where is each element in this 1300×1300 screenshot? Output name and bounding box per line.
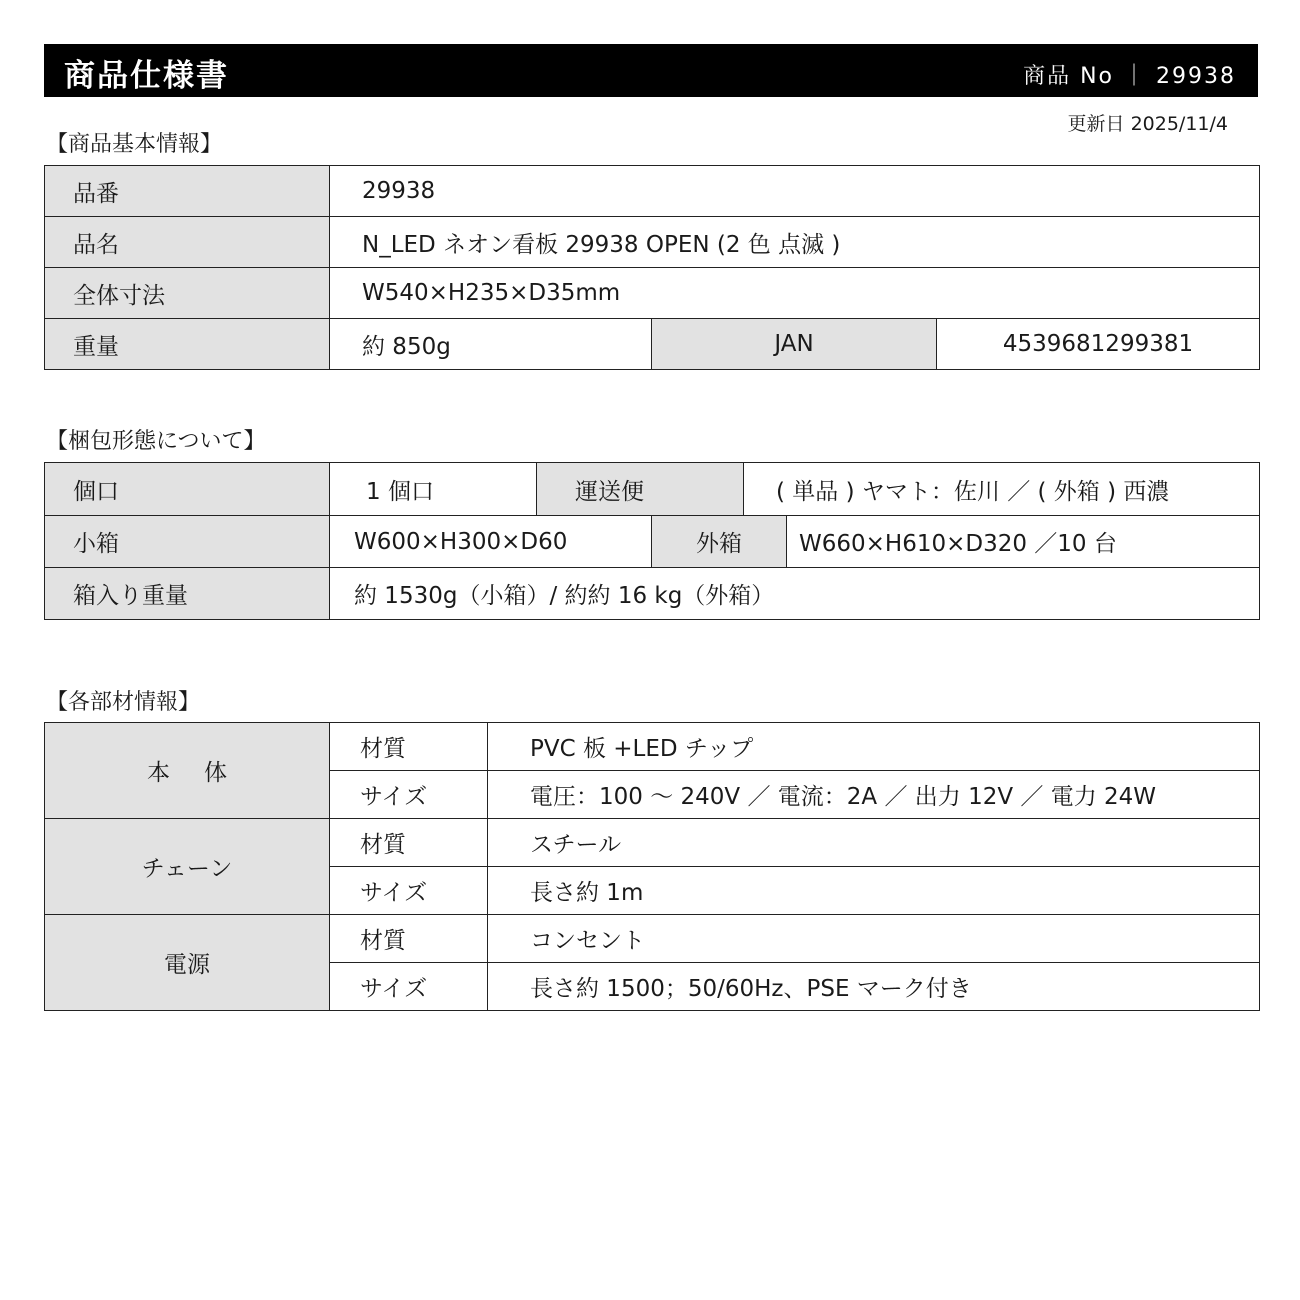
shipping-label: 運送便: [537, 463, 744, 516]
boxed-weight-label: 箱入り重量: [45, 568, 330, 620]
table-row: [45, 463, 1260, 516]
product-code-label: 品番: [45, 166, 330, 217]
chain-material-value: スチール: [488, 819, 1260, 867]
body-material-value: PVC 板 +LED チップ: [488, 723, 1260, 771]
chain-size-label: サイズ: [330, 867, 488, 915]
power-size-value: 長さ約 1500；50/60Hz、PSE マーク付き: [488, 963, 1260, 1011]
packaging-table: [44, 462, 1260, 620]
product-name-value: N_LED ネオン看板 29938 OPEN (2 色 点滅 ): [330, 217, 1260, 268]
power-size-label: サイズ: [330, 963, 488, 1011]
product-name-label: 品名: [45, 217, 330, 268]
basic-info-table: [44, 165, 1260, 370]
table-row: [45, 516, 1260, 568]
updated-date: 更新日 2025/11/4: [1067, 113, 1228, 135]
small-box-label: 小箱: [45, 516, 330, 568]
table-row: [45, 819, 1260, 867]
header-bar: [44, 44, 1258, 97]
table-row: [45, 568, 1260, 620]
body-size-value: 電圧：100 ～ 240V ／ 電流：2A ／ 出力 12V ／ 電力 24W: [488, 771, 1260, 819]
weight-value: 約 850g: [330, 319, 652, 370]
table-row: [45, 915, 1260, 963]
jan-label: JAN: [652, 319, 937, 370]
table-row: [45, 723, 1260, 771]
dimensions-value: W540×H235×D35mm: [330, 268, 1260, 319]
weight-label: 重量: [45, 319, 330, 370]
boxed-weight-value: 約 1530g（小箱）/ 約約 16 kg（外箱）: [330, 568, 1260, 620]
power-part-name: 電源: [45, 915, 330, 1011]
chain-size-value: 長さ約 1m: [488, 867, 1260, 915]
jan-value: 4539681299381: [937, 319, 1260, 370]
product-code-value: 29938: [330, 166, 1260, 217]
table-row: [45, 268, 1260, 319]
outer-box-value: W660×H610×D320 ／10 台: [787, 516, 1260, 568]
chain-part-name: チェーン: [45, 819, 330, 915]
body-part-name-char: 体: [204, 760, 227, 786]
body-part-name: [45, 723, 330, 819]
body-part-name-char: 本: [147, 760, 170, 786]
table-row: [45, 319, 1260, 370]
body-material-label: 材質: [330, 723, 488, 771]
table-row: [45, 217, 1260, 268]
power-material-value: コンセント: [488, 915, 1260, 963]
parts-table: [44, 722, 1260, 1011]
pieces-label: 個口: [45, 463, 330, 516]
small-box-value: W600×H300×D60: [330, 516, 652, 568]
packaging-heading: 【梱包形態について】: [46, 429, 266, 454]
shipping-value: ( 単品 ) ヤマト：佐川 ／ ( 外箱 ) 西濃: [744, 463, 1260, 516]
product-number: 商品 No ｜ 29938: [1023, 64, 1236, 89]
chain-material-label: 材質: [330, 819, 488, 867]
pieces-value: 1 個口: [330, 463, 537, 516]
dimensions-label: 全体寸法: [45, 268, 330, 319]
parts-heading: 【各部材情報】: [46, 690, 201, 715]
power-material-label: 材質: [330, 915, 488, 963]
page-title: 商品仕様書: [64, 58, 229, 94]
body-size-label: サイズ: [330, 771, 488, 819]
outer-box-label: 外箱: [652, 516, 787, 568]
table-row: [45, 166, 1260, 217]
basic-info-heading: 【商品基本情報】: [46, 132, 223, 157]
